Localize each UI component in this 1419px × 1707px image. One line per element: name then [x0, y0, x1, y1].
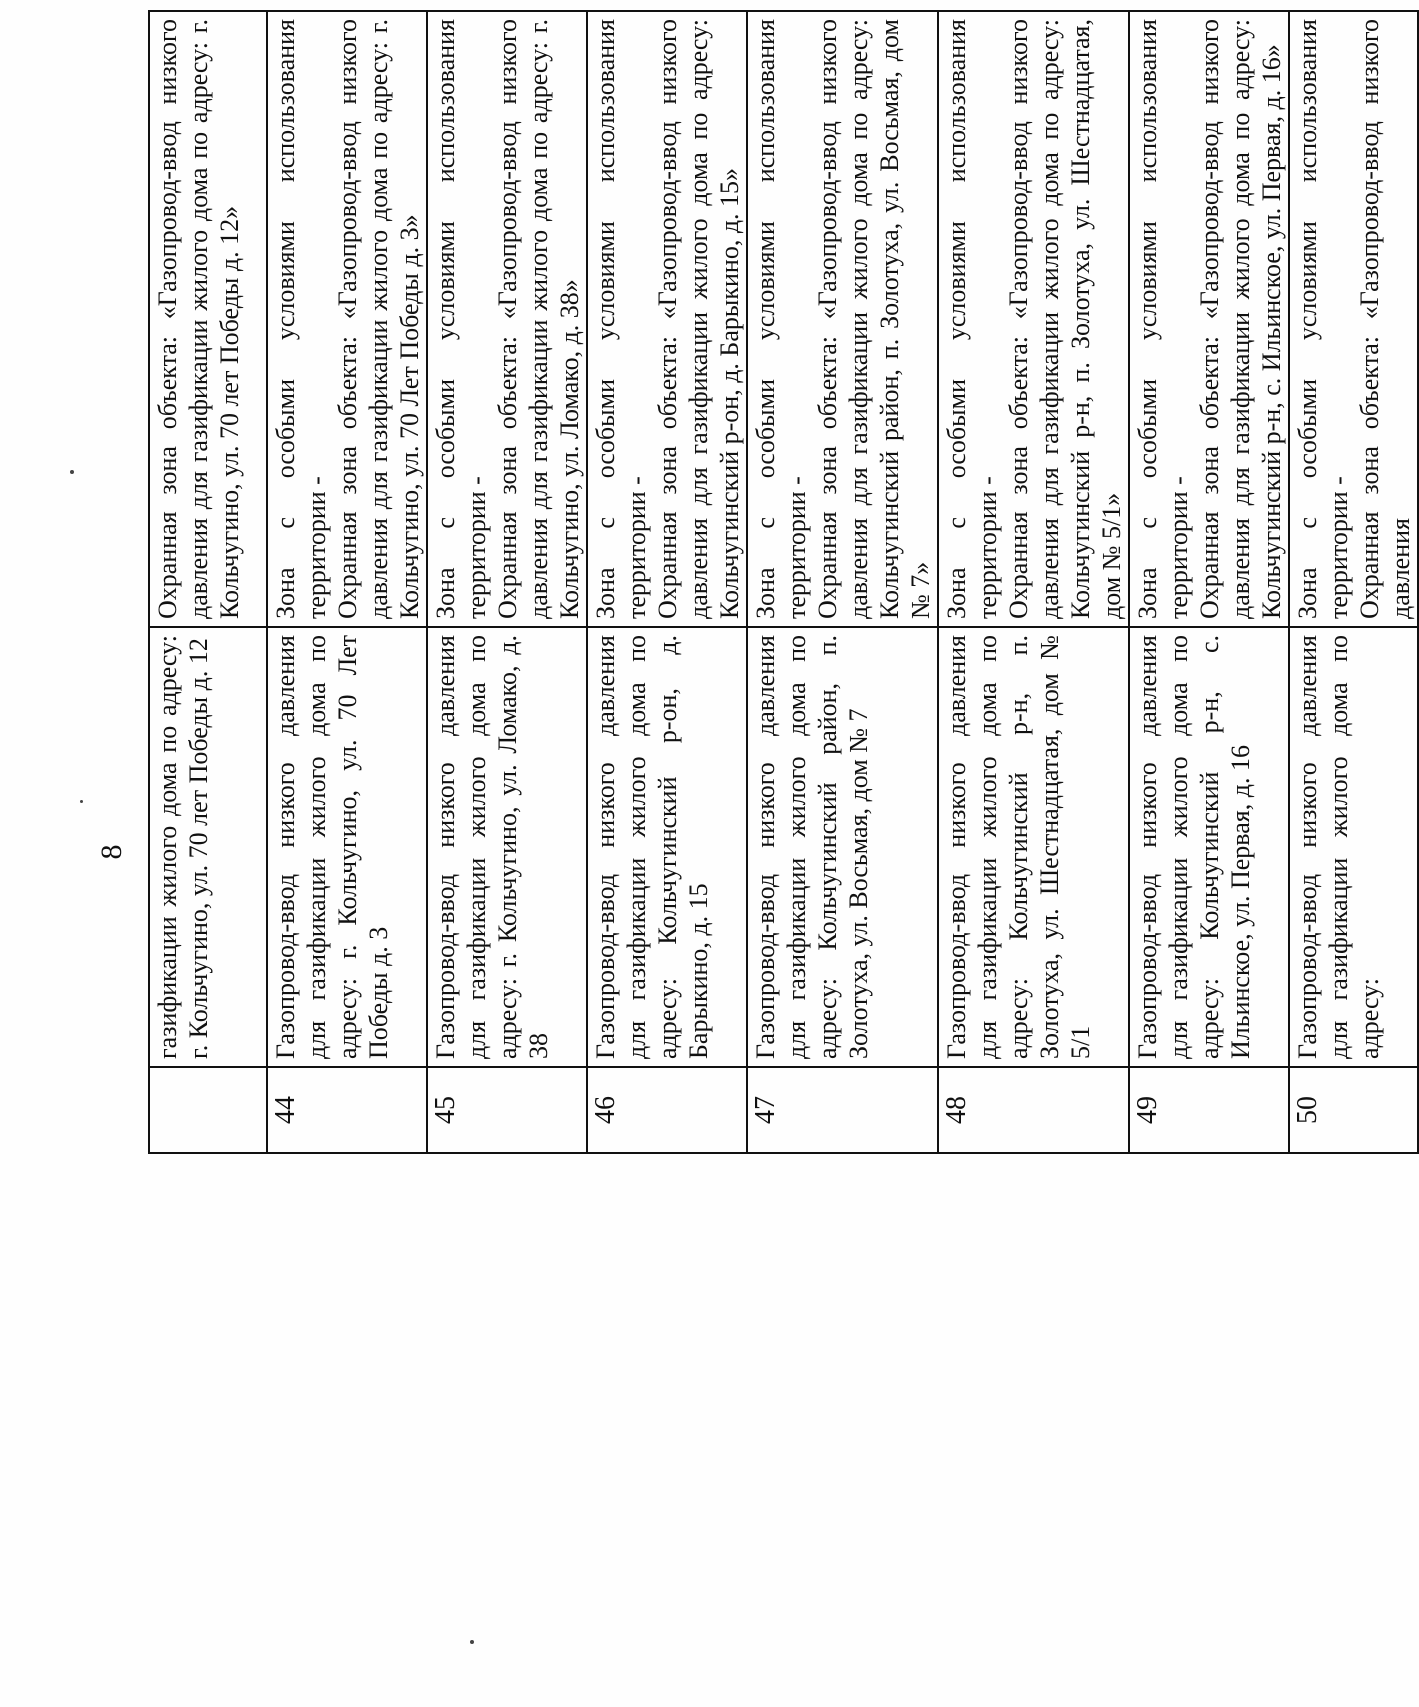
table-row	[1129, 11, 1289, 1153]
zone-title: Зона с особыми условиями использования территории -	[591, 19, 651, 619]
object-description: Газопровод-ввод низкого давления для газификации жилого дома по адресу: Кольчугинский район, п. Золотуха, ул. Восьмая, дом № 7	[747, 627, 938, 1067]
zone-body: Охранная зона объекта: «Газопровод-ввод низкого давления для газификации жилого дома по адресу: г. Кольчугино, ул. 70 Лет Победы д. 3»	[333, 19, 424, 619]
row-number: 50	[1289, 1067, 1418, 1153]
zone-title: Зона с особыми условиями использования территории -	[942, 19, 1002, 619]
zone-body: Охранная зона объекта: «Газопровод-ввод низкого давления для газификации жилого дома по адресу: г. Кольчугино, ул. Ломако, д. 38»	[493, 19, 584, 619]
registry-table	[148, 10, 1419, 1154]
row-number	[149, 1067, 267, 1153]
row-number: 48	[938, 1067, 1129, 1153]
table-row	[267, 11, 427, 1153]
zone-body: Охранная зона объекта: «Газопровод-ввод низкого давления для газификации жилого дома по адресу: г. Кольчугино, ул. 70 лет Победы д. 12»	[153, 19, 244, 619]
object-description: Газопровод-ввод низкого давления для газификации жилого дома по адресу:	[1289, 627, 1418, 1067]
object-description: Газопровод-ввод низкого давления для газификации жилого дома по адресу: Кольчугинский р-н, п. Золотуха, ул. Шестнадцатая, дом № 5/1	[938, 627, 1129, 1067]
table-row	[938, 11, 1129, 1153]
zone-description	[747, 11, 938, 627]
object-description: Газопровод-ввод низкого давления для газификации жилого дома по адресу: г. Кольчугино, ул. 70 Лет Победы д. 3	[267, 627, 427, 1067]
table-row	[747, 11, 938, 1153]
zone-body: Охранная зона объекта: «Газопровод-ввод низкого давления для газификации жилого дома по адресу: Кольчугинский район, п. Золотуха, ул. Восьмая, дом № 7»	[813, 19, 935, 619]
zone-description	[938, 11, 1129, 627]
zone-title: Зона с особыми условиями использования территории -	[431, 19, 491, 619]
scan-speck	[470, 1640, 474, 1644]
zone-description	[1289, 11, 1418, 627]
table-row	[427, 11, 587, 1153]
row-number: 44	[267, 1067, 427, 1153]
zone-body: Охранная зона объекта: «Газопровод-ввод низкого давления для газификации жилого дома по адресу: Кольчугинский р-он, д. Барыкино, д. 15»	[653, 19, 744, 619]
table-row	[149, 11, 267, 1153]
zone-title: Зона с особыми условиями использования территории -	[271, 19, 331, 619]
row-number: 49	[1129, 1067, 1289, 1153]
zone-description	[1129, 11, 1289, 627]
zone-body: Охранная зона объекта: «Газопровод-ввод низкого давления для газификации жилого дома по адресу: Кольчугинский р-н, с. Ильинское, ул. Первая, д. 16»	[1195, 19, 1286, 619]
zone-body: Охранная зона объекта: «Газопровод-ввод низкого давления	[1355, 19, 1415, 619]
zone-description	[149, 11, 267, 627]
table-row	[587, 11, 747, 1153]
zone-description	[587, 11, 747, 627]
table-row	[1289, 11, 1418, 1153]
scan-speck	[80, 800, 83, 803]
object-description: Газопровод-ввод низкого давления для газификации жилого дома по адресу: г. Кольчугино, ул. Ломако, д. 38	[427, 627, 587, 1067]
row-number: 46	[587, 1067, 747, 1153]
page-number: 8	[95, 844, 128, 860]
object-description: газификации жилого дома по адресу: г. Кольчугино, ул. 70 лет Победы д. 12	[149, 627, 267, 1067]
zone-title: Зона с особыми условиями использования территории -	[1293, 19, 1353, 619]
zone-title: Зона с особыми условиями использования территории -	[751, 19, 811, 619]
row-number: 47	[747, 1067, 938, 1153]
zone-description	[267, 11, 427, 627]
row-number: 45	[427, 1067, 587, 1153]
object-description: Газопровод-ввод низкого давления для газификации жилого дома по адресу: Кольчугинский р-он, д. Барыкино, д. 15	[587, 627, 747, 1067]
zone-description	[427, 11, 587, 627]
scan-speck	[70, 470, 74, 474]
object-description: Газопровод-ввод низкого давления для газификации жилого дома по адресу: Кольчугинский р-н, с. Ильинское, ул. Первая, д. 16	[1129, 627, 1289, 1067]
zone-title: Зона с особыми условиями использования территории -	[1133, 19, 1193, 619]
zone-body: Охранная зона объекта: «Газопровод-ввод низкого давления для газификации жилого дома по адресу: Кольчугинский р-н, п. Золотуха, ул. Шестнадцатая, дом № 5/1»	[1004, 19, 1126, 619]
